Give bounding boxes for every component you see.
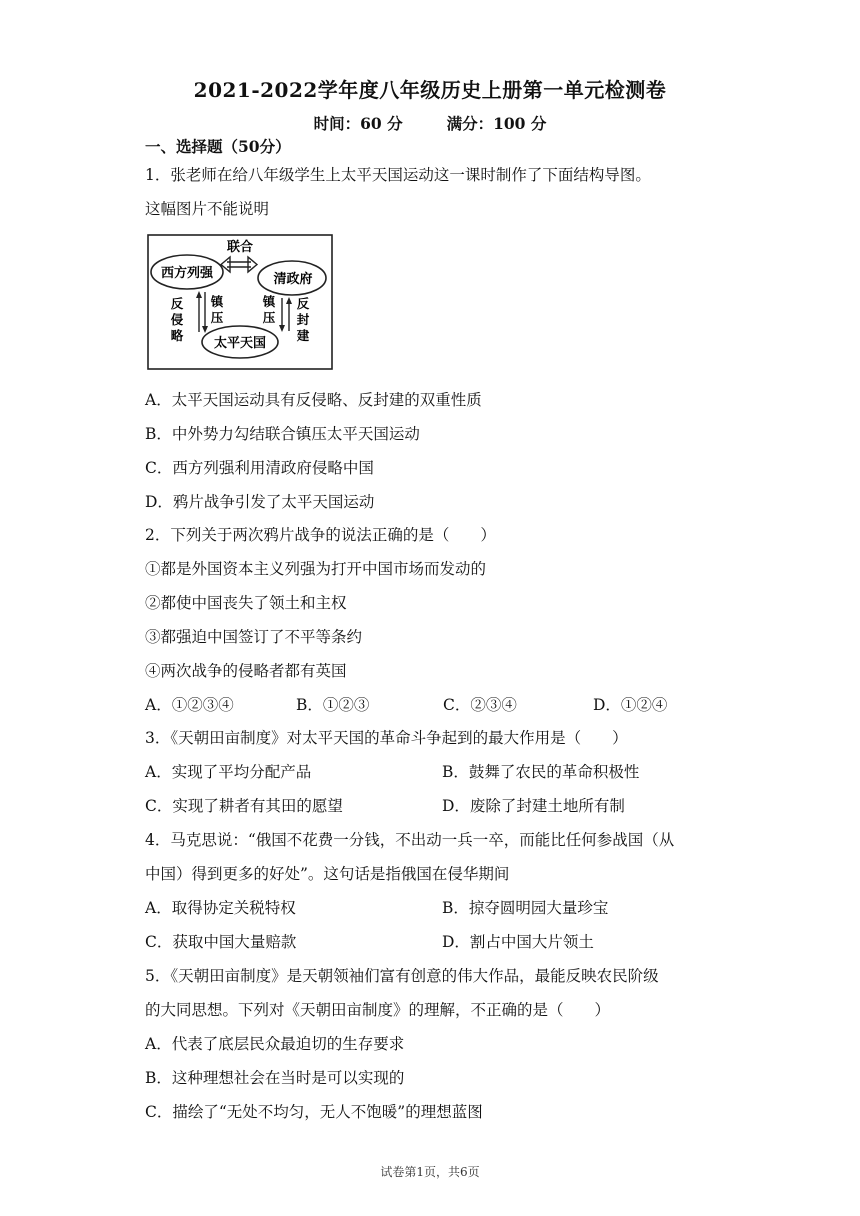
q3-option-a: A．实现了平均分配产品: [145, 763, 312, 781]
q2-option-c: C．②③④: [443, 696, 517, 714]
q2-item-4: ④两次战争的侵略者都有英国: [145, 662, 347, 680]
q3-option-b: B．鼓舞了农民的革命积极性: [442, 763, 640, 781]
diagram-right-node: 清政府: [273, 272, 313, 287]
left-up-char-2: 侵: [170, 312, 184, 327]
q2-item-2: ②都使中国丧失了领土和主权: [145, 594, 347, 612]
page-footer: 试卷第1页，共6页: [380, 1165, 480, 1179]
left-down-char-1: 镇: [210, 294, 224, 309]
left-up-char-1: 反: [170, 296, 184, 311]
q3-option-c: C．实现了耕者有其田的愿望: [145, 797, 343, 815]
q4-option-d: D．割占中国大片领土: [442, 933, 594, 951]
q5-option-a: A．代表了底层民众最迫切的生存要求: [145, 1035, 405, 1053]
q3-option-d: D．废除了封建土地所有制: [442, 797, 625, 815]
q1-option-a: A．太平天国运动具有反侵略、反封建的双重性质: [145, 391, 482, 409]
diagram-left-arrows: [196, 291, 208, 333]
exam-title: 2021-2022学年度八年级历史上册第一单元检测卷: [193, 78, 667, 102]
diagram-top-label: 联合: [226, 240, 254, 255]
exam-score: 满分：100 分: [446, 114, 547, 133]
q4-option-a: A．取得协定关税特权: [145, 899, 296, 917]
q2-option-d: D．①②④: [593, 696, 668, 714]
q1-structure-diagram: [147, 234, 333, 370]
q1-stem-line1: 1．张老师在给八年级学生上太平天国运动这一课时制作了下面结构导图。: [145, 166, 651, 184]
q2-option-a: A．①②③④: [145, 696, 234, 714]
q5-option-c: C．描绘了“无处不均匀，无人不饱暖”的理想蓝图: [145, 1103, 483, 1121]
q4-stem-line1: 4．马克思说：“俄国不花费一分钱，不出动一兵一卒，而能比任何参战国（从: [145, 831, 675, 849]
diagram-left-node: 西方列强: [160, 266, 214, 281]
right-down-char-2: 压: [262, 310, 276, 325]
exam-time: 时间：60 分: [313, 114, 403, 133]
right-up-char-3: 建: [296, 328, 310, 343]
q2-item-3: ③都强迫中国签订了不平等条约: [145, 628, 363, 646]
diagram-right-arrows: [279, 297, 292, 332]
q1-option-b: B．中外势力勾结联合镇压太平天国运动: [145, 425, 420, 443]
q3-stem: 3．《天朝田亩制度》对太平天国的革命斗争起到的最大作用是（ ）: [145, 729, 628, 747]
right-up-char-2: 封: [296, 312, 310, 327]
left-up-char-3: 略: [170, 328, 184, 343]
q2-stem: 2．下列关于两次鸦片战争的说法正确的是（ ）: [145, 526, 496, 544]
q4-stem-line2: 中国）得到更多的好处”。这句话是指俄国在侵华期间: [145, 865, 510, 883]
section-heading: 一、选择题（50分）: [145, 137, 291, 156]
q1-option-c: C．西方列强利用清政府侵略中国: [145, 459, 374, 477]
q1-option-d: D．鸦片战争引发了太平天国运动: [145, 493, 375, 511]
q2-option-b: B．①②③: [296, 696, 370, 714]
q2-item-1: ①都是外国资本主义列强为打开中国市场而发动的: [145, 560, 487, 578]
diagram-bottom-node: 太平天国: [213, 336, 267, 351]
left-down-char-2: 压: [210, 310, 224, 325]
q5-stem-line1: 5．《天朝田亩制度》是天朝领袖们富有创意的伟大作品，最能反映农民阶级: [145, 967, 659, 985]
q1-stem-line2: 这幅图片不能说明: [145, 200, 270, 218]
right-down-char-1: 镇: [262, 294, 276, 309]
exam-info: [0, 112, 860, 134]
q5-stem-line2: 的大同思想。下列对《天朝田亩制度》的理解，不正确的是（ ）: [145, 1001, 611, 1019]
q4-option-b: B．掠夺圆明园大量珍宝: [442, 899, 609, 917]
q5-option-b: B．这种理想社会在当时是可以实现的: [145, 1069, 405, 1087]
diagram-alliance-arrow: [221, 257, 257, 272]
q4-option-c: C．获取中国大量赔款: [145, 933, 297, 951]
right-up-char-1: 反: [296, 296, 310, 311]
